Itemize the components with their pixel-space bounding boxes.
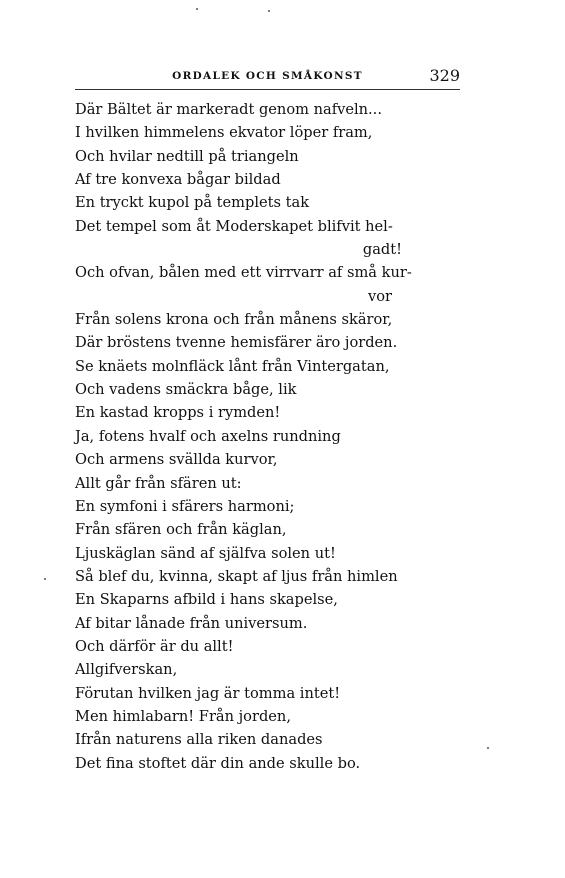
poem-line: Ljuskäglan sänd af själfva solen ut! xyxy=(75,544,336,562)
poem-line: I hvilken himmelens ekvator löper fram, xyxy=(75,124,373,142)
poem-line-runover: vor xyxy=(367,287,392,305)
paper-speck xyxy=(44,578,46,580)
paper-speck xyxy=(196,8,198,10)
poem-line: En Skaparns afbild i hans skapelse, xyxy=(75,591,338,609)
poem-line: En kastad kropps i rymden! xyxy=(75,404,281,422)
poem-line: Där bröstens tvenne hemisfärer äro jorden. xyxy=(75,334,398,352)
poem-line: Det fina stoftet där din ande skulle bo. xyxy=(75,754,361,772)
paper-speck xyxy=(487,747,489,749)
poem-line: Och armens svällda kurvor, xyxy=(75,451,278,469)
poem-line: Förutan hvilken jag är tomma intet! xyxy=(75,684,341,702)
poem-line: En tryckt kupol på templets tak xyxy=(75,194,310,212)
poem-line: Allgifverskan, xyxy=(75,661,178,679)
poem-line: Allt går från sfären ut: xyxy=(75,474,242,492)
poem-line: Och vadens smäckra båge, lik xyxy=(75,381,297,399)
running-title: ORDALEK OCH SMÅKONST xyxy=(172,70,363,82)
poem-line: Det tempel som åt Moderskapet blifvit hel- xyxy=(75,217,393,235)
poem-line: Ifrån naturens alla riken danades xyxy=(75,731,323,749)
poem-line: Af tre konvexa bågar bildad xyxy=(75,171,281,189)
poem-line: Och ofvan, bålen med ett virrvarr af små kur- xyxy=(75,264,412,282)
poem-line: Och därför är du allt! xyxy=(75,637,234,655)
poem-text xyxy=(75,98,460,775)
page-number: 329 xyxy=(429,66,460,85)
poem-line: En symfoni i sfärers harmoni; xyxy=(75,497,295,515)
poem-line-runover: gadt! xyxy=(362,241,402,259)
poem-line: Af bitar lånade från universum. xyxy=(75,614,308,632)
header-rule xyxy=(75,89,460,90)
paper-speck xyxy=(268,10,270,12)
page-header xyxy=(75,66,460,86)
poem-line: Så blef du, kvinna, skapt af ljus från himlen xyxy=(75,567,398,585)
poem-line: Där Bältet är markeradt genom nafveln... xyxy=(75,101,382,118)
poem-line: Från sfären och från käglan, xyxy=(75,521,287,539)
poem-line: Från solens krona och från månens skäror, xyxy=(75,311,393,329)
poem-line: Men himlabarn! Från jorden, xyxy=(75,707,291,725)
poem-line: Ja, fotens hvalf och axelns rundning xyxy=(75,427,341,445)
poem-line: Och hvilar nedtill på triangeln xyxy=(75,147,299,165)
poem-line: Se knäets molnfläck lånt från Vintergatan, xyxy=(75,357,390,375)
